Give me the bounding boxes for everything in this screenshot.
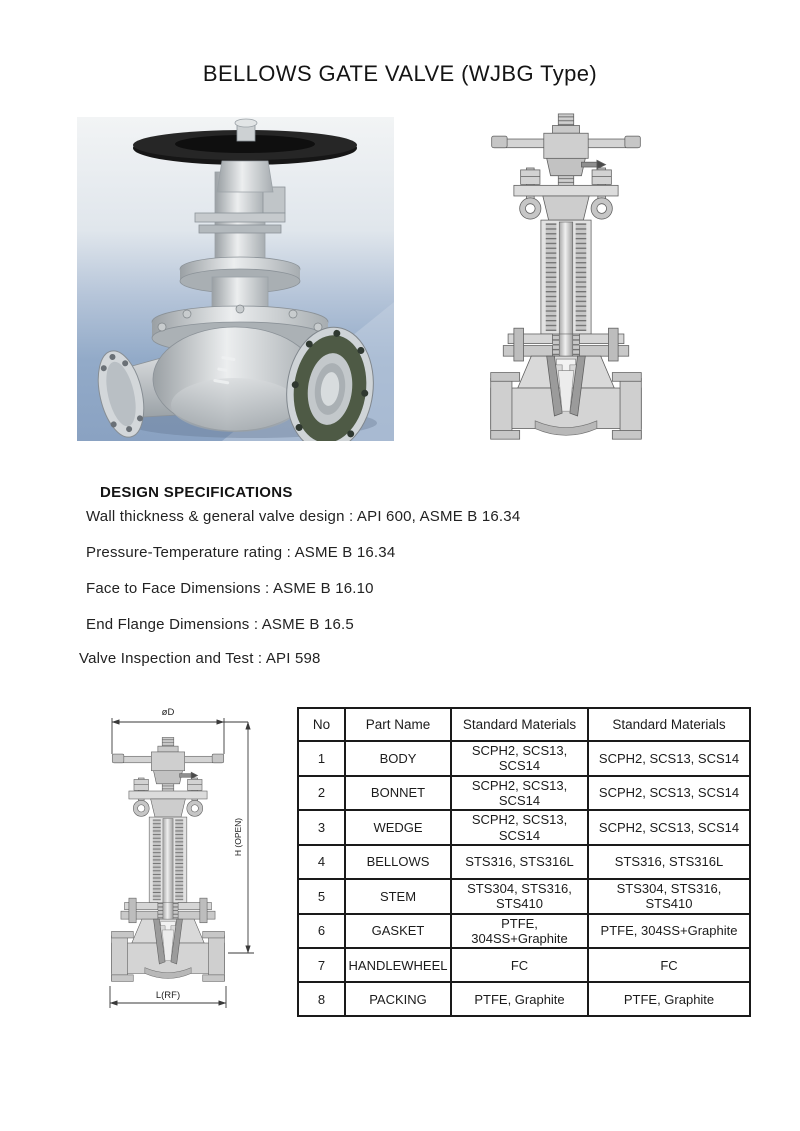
cell-std1: FC: [451, 948, 588, 982]
dim-label-diameter: øD: [161, 707, 175, 718]
spec-pressure-temperature: Pressure-Temperature rating : ASME B 16.34: [86, 544, 396, 561]
cell-part: STEM: [345, 879, 451, 914]
valve-photo: [77, 117, 394, 441]
cell-no: 2: [298, 776, 345, 811]
spec-end-flange: End Flange Dimensions : ASME B 16.5: [86, 616, 354, 633]
col-header-part-name: Part Name: [345, 708, 451, 741]
table-header-row: [298, 708, 750, 741]
spec-face-to-face: Face to Face Dimensions : ASME B 16.10: [86, 580, 374, 597]
cell-std2: SCPH2, SCS13, SCS14: [588, 776, 750, 811]
cell-std2: SCPH2, SCS13, SCS14: [588, 741, 750, 776]
table-row: [298, 741, 750, 776]
valve-photo-image: [77, 117, 394, 441]
table-row: [298, 914, 750, 949]
cell-std2: FC: [588, 948, 750, 982]
cell-no: 6: [298, 914, 345, 949]
cell-part: GASKET: [345, 914, 451, 949]
cell-no: 1: [298, 741, 345, 776]
cell-no: 7: [298, 948, 345, 982]
table-row: [298, 982, 750, 1016]
cell-part: HANDLEWHEEL: [345, 948, 451, 982]
cell-part: BELLOWS: [345, 845, 451, 879]
cell-no: 3: [298, 810, 345, 845]
cell-std2: PTFE, Graphite: [588, 982, 750, 1016]
cell-std2: STS316, STS316L: [588, 845, 750, 879]
cell-no: 5: [298, 879, 345, 914]
cell-std1: SCPH2, SCS13, SCS14: [451, 810, 588, 845]
cell-std1: SCPH2, SCS13, SCS14: [451, 776, 588, 811]
cell-std1: STS316, STS316L: [451, 845, 588, 879]
cell-part: BONNET: [345, 776, 451, 811]
cell-part: PACKING: [345, 982, 451, 1016]
col-header-no: No: [298, 708, 345, 741]
cell-no: 4: [298, 845, 345, 879]
cell-std1: PTFE, Graphite: [451, 982, 588, 1016]
cell-no: 8: [298, 982, 345, 1016]
dim-label-height: H (OPEN): [233, 817, 243, 857]
dim-label-length: L(RF): [155, 990, 181, 1001]
table-row: [298, 879, 750, 914]
valve-cutaway-image: [488, 112, 644, 444]
materials-table: [297, 707, 751, 1017]
cell-std1: PTFE, 304SS+Graphite: [451, 914, 588, 949]
valve-dimension-image: [100, 700, 262, 1018]
cell-std2: SCPH2, SCS13, SCS14: [588, 810, 750, 845]
valve-dimension-drawing: [100, 700, 262, 1018]
col-header-standard-materials-2: Standard Materials: [588, 708, 750, 741]
spec-wall-thickness: Wall thickness & general valve design : API 600, ASME B 16.34: [86, 508, 521, 525]
valve-cutaway-drawing: [488, 112, 644, 444]
col-header-standard-materials-1: Standard Materials: [451, 708, 588, 741]
cell-std2: PTFE, 304SS+Graphite: [588, 914, 750, 949]
cell-std1: SCPH2, SCS13, SCS14: [451, 741, 588, 776]
spec-inspection-test: Valve Inspection and Test : API 598: [79, 650, 321, 667]
table-row: [298, 810, 750, 845]
cell-part: WEDGE: [345, 810, 451, 845]
cell-std1: STS304, STS316, STS410: [451, 879, 588, 914]
table-row: [298, 845, 750, 879]
page-title: BELLOWS GATE VALVE (WJBG Type): [202, 61, 598, 86]
cell-part: BODY: [345, 741, 451, 776]
table-row: [298, 776, 750, 811]
cell-std2: STS304, STS316, STS410: [588, 879, 750, 914]
table-row: [298, 948, 750, 982]
design-specifications-heading: DESIGN SPECIFICATIONS: [100, 484, 293, 501]
